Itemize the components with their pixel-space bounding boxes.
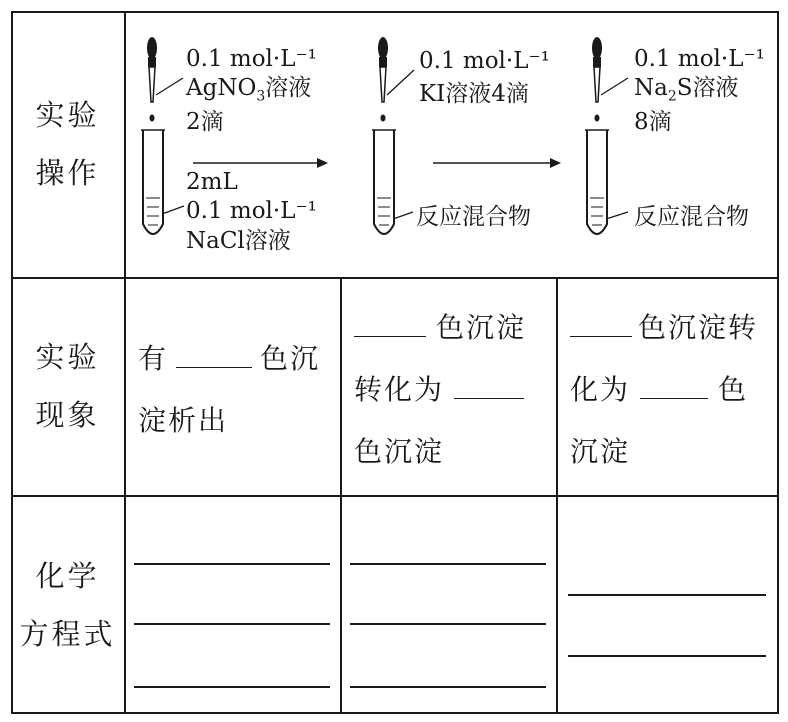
fill-in-blank[interactable] <box>354 316 426 337</box>
phenomenon-col3-line1 <box>570 297 775 359</box>
equation-answer-line[interactable] <box>568 655 766 657</box>
equation-answer-line[interactable] <box>568 594 766 596</box>
step3-reagent-suffix: S溶液 <box>676 75 739 101</box>
step2-concentration: 0.1 mol·L⁻¹ <box>419 48 550 74</box>
step1-tube-concentration: 0.1 mol·L⁻¹ <box>186 198 317 224</box>
phenomenon-col1-text-b: 色沉 <box>260 342 321 375</box>
fill-in-blank[interactable] <box>454 378 524 399</box>
phenomenon-col2-text-c: 色沉淀 <box>354 435 445 468</box>
test-tube-icon <box>585 130 628 234</box>
row-label-phenomenon-line1: 实验 <box>35 340 100 374</box>
equation-answer-line[interactable] <box>350 686 546 688</box>
step3-reagent-base: Na <box>634 75 668 101</box>
phenomenon-col2-text-b: 转化为 <box>354 373 445 406</box>
step1-reagent-base: AgNO <box>186 75 257 101</box>
step1-reagent <box>186 74 311 111</box>
phenomenon-col2 <box>354 297 550 483</box>
fill-in-blank[interactable] <box>640 378 708 399</box>
phenomenon-col3-text-a: 色沉淀转 <box>638 311 759 344</box>
phenomenon-col1-text-c: 淀析出 <box>138 404 229 437</box>
phenomenon-col3-line2 <box>570 359 775 421</box>
step3-concentration: 0.1 mol·L⁻¹ <box>634 46 765 72</box>
row-label-phenomenon-line2: 现象 <box>35 398 100 432</box>
step3-reagent-subscript: 2 <box>667 88 677 105</box>
step2-reagent: KI溶液4滴 <box>419 81 529 107</box>
fill-in-blank[interactable] <box>176 347 252 368</box>
phenomenon-col3-text-d: 沉淀 <box>570 435 631 468</box>
test-tube-icon <box>372 130 413 234</box>
step2-tube-label: 反应混合物 <box>416 204 531 230</box>
phenomenon-col1-line1 <box>138 328 334 390</box>
step3-drops: 8滴 <box>634 109 672 135</box>
step1-tube-solution: NaCl溶液 <box>186 228 291 254</box>
equation-answer-line[interactable] <box>350 623 546 625</box>
phenomenon-col2-text-a: 色沉淀 <box>436 311 527 344</box>
row-label-operation-line1: 实验 <box>35 98 100 132</box>
phenomenon-col1-text-a: 有 <box>138 342 169 375</box>
step1-tube-volume: 2mL <box>186 169 238 195</box>
phenomenon-col3-text-c: 色 <box>718 373 749 406</box>
step3-tube-label: 反应混合物 <box>634 204 749 230</box>
step1-drops: 2滴 <box>186 109 224 135</box>
step3-reagent <box>634 74 739 111</box>
step1-reagent-suffix: 溶液 <box>265 75 312 101</box>
arrow-right-icon <box>433 158 561 168</box>
phenomenon-col3-text-b: 化为 <box>570 373 631 406</box>
step1-concentration: 0.1 mol·L⁻¹ <box>186 46 317 72</box>
equation-answer-line[interactable] <box>134 563 330 565</box>
arrow-right-icon <box>193 158 328 168</box>
dropper-icon <box>147 37 183 122</box>
test-tube-icon <box>141 130 184 234</box>
equation-answer-line[interactable] <box>134 686 330 688</box>
equation-answer-line[interactable] <box>350 563 546 565</box>
equation-answer-line[interactable] <box>134 623 330 625</box>
dropper-icon <box>592 37 628 122</box>
step1-reagent-subscript: 3 <box>256 88 266 105</box>
dropper-icon <box>378 37 414 122</box>
phenomenon-col2-line1 <box>354 297 550 359</box>
row-label-equation-line2: 方程式 <box>19 617 116 651</box>
phenomenon-col1 <box>138 328 334 452</box>
phenomenon-col2-line2 <box>354 359 550 421</box>
row-label-equation-line1: 化学 <box>35 559 100 593</box>
row-label-operation-line2: 操作 <box>35 156 100 190</box>
phenomenon-col3 <box>570 297 775 483</box>
fill-in-blank[interactable] <box>570 316 632 337</box>
